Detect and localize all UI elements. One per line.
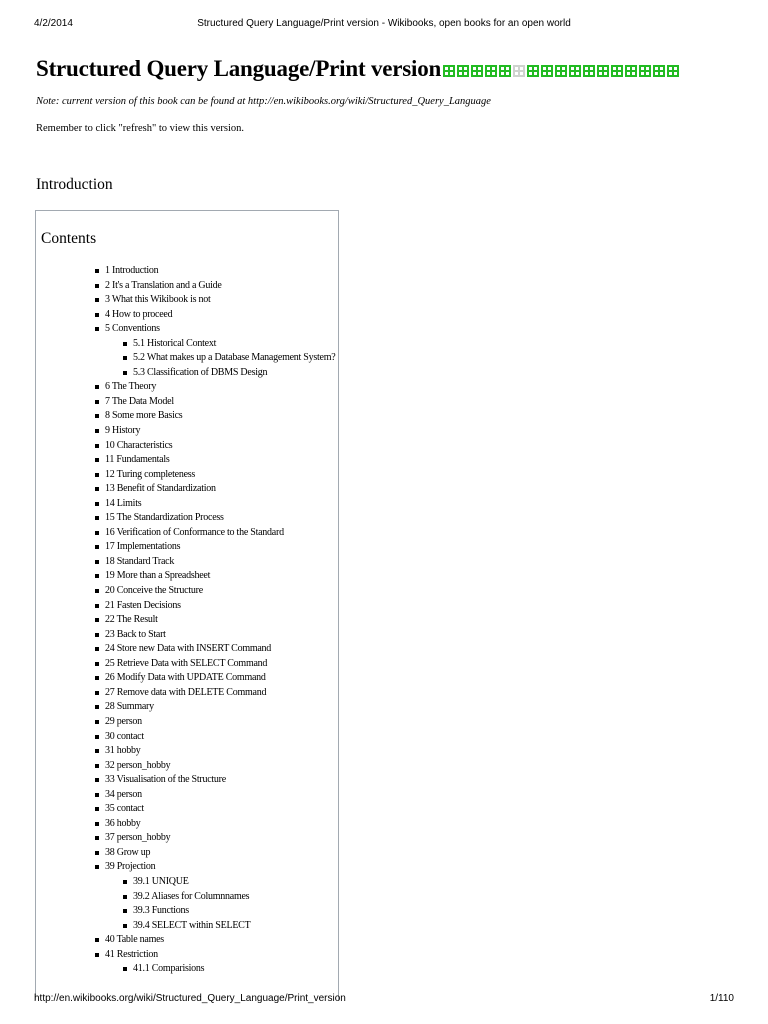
toc-item-label: 1 Introduction xyxy=(105,265,159,276)
bullet-icon xyxy=(123,371,127,375)
grid-icon xyxy=(639,65,651,77)
toc-item-label: 26 Modify Data with UPDATE Command xyxy=(105,672,266,684)
grid-icon xyxy=(443,65,455,77)
toc-item-label: 17 Implementations xyxy=(105,541,181,553)
grid-icon xyxy=(513,65,525,77)
grid-icon xyxy=(611,65,623,77)
toc-item[interactable] xyxy=(36,671,335,686)
bullet-icon xyxy=(95,487,99,491)
toc-item[interactable] xyxy=(36,453,335,468)
bullet-icon xyxy=(123,924,127,928)
bullet-icon xyxy=(95,720,99,724)
grid-icon xyxy=(471,65,483,77)
bullet-icon xyxy=(95,633,99,637)
toc-item-label: 39 Projection xyxy=(105,861,156,873)
toc-item-label: 21 Fasten Decisions xyxy=(105,599,181,611)
toc-item-label: 20 Conceive the Structure xyxy=(105,585,203,597)
toc-item-label: 5.2 What makes up a Database Management System? xyxy=(133,352,336,364)
bullet-icon xyxy=(95,473,99,477)
toc-item-label: 4 How to proceed xyxy=(105,308,173,320)
bullet-icon xyxy=(123,967,127,971)
bullet-icon xyxy=(95,284,99,288)
toc-item[interactable] xyxy=(36,904,335,919)
toc-item[interactable] xyxy=(36,730,335,745)
toc-item-label: 40 Table names xyxy=(105,934,164,946)
bullet-icon xyxy=(123,880,127,884)
print-footer xyxy=(34,993,734,1007)
title-icon-strip xyxy=(443,65,681,77)
toc-item-label: 31 hobby xyxy=(105,745,141,757)
toc-item-label: 37 person_hobby xyxy=(105,832,171,844)
bullet-icon xyxy=(95,545,99,549)
bullet-icon xyxy=(95,735,99,739)
toc-item[interactable] xyxy=(36,788,335,803)
toc-item-label: 36 hobby xyxy=(105,817,141,829)
toc-item[interactable] xyxy=(36,613,335,628)
toc-item-label: 5 Conventions xyxy=(105,323,160,335)
bullet-icon xyxy=(123,895,127,899)
grid-icon xyxy=(667,65,679,77)
toc-item-label: 15 The Standardization Process xyxy=(105,512,224,524)
toc-item[interactable] xyxy=(36,555,335,570)
bullet-icon xyxy=(95,953,99,957)
refresh-reminder: Remember to click "refresh" to view this version. xyxy=(36,123,245,134)
toc-item[interactable] xyxy=(36,264,335,279)
toc-item[interactable] xyxy=(36,962,335,977)
toc-item[interactable] xyxy=(36,409,335,424)
toc-item-label: 30 contact xyxy=(105,730,144,742)
toc-item-label: 10 Characteristics xyxy=(105,439,173,451)
toc-item-label: 12 Turing completeness xyxy=(105,468,196,480)
version-note: Note: current version of this book can be found at http://en.wikibooks.org/wiki/Structured_Query_Language xyxy=(36,96,491,107)
toc-item-label: 39.2 Aliases for Columnnames xyxy=(133,890,250,902)
toc-item[interactable] xyxy=(36,700,335,715)
toc-list xyxy=(36,264,335,977)
bullet-icon xyxy=(95,865,99,869)
bullet-icon xyxy=(95,458,99,462)
bullet-icon xyxy=(95,938,99,942)
bullet-icon xyxy=(95,647,99,651)
toc-item-label: 39.3 Functions xyxy=(133,905,189,917)
bullet-icon xyxy=(95,705,99,709)
toc-item-label: 41 Restriction xyxy=(105,948,158,960)
bullet-icon xyxy=(95,429,99,433)
grid-icon xyxy=(457,65,469,77)
toc-item-label: 35 contact xyxy=(105,803,144,815)
toc-item[interactable] xyxy=(36,540,335,555)
toc-item-label: 13 Benefit of Standardization xyxy=(105,483,216,495)
toc-item[interactable] xyxy=(36,439,335,454)
bullet-icon xyxy=(95,851,99,855)
toc-item[interactable] xyxy=(36,322,335,337)
bullet-icon xyxy=(95,385,99,389)
table-of-contents xyxy=(35,210,339,1000)
toc-item[interactable] xyxy=(36,715,335,730)
toc-item-label: 39.1 UNIQUE xyxy=(133,875,189,887)
toc-item-label: 2 It's a Translation and a Guide xyxy=(105,279,222,291)
toc-title: Contents xyxy=(41,230,97,247)
bullet-icon xyxy=(95,574,99,578)
toc-item[interactable] xyxy=(36,526,335,541)
toc-item-label: 34 person xyxy=(105,788,142,800)
toc-item[interactable] xyxy=(36,686,335,701)
bullet-icon xyxy=(95,531,99,535)
toc-item-label: 24 Store new Data with INSERT Command xyxy=(105,643,272,655)
toc-item-label: 33 Visualisation of the Structure xyxy=(105,774,226,786)
bullet-icon xyxy=(95,749,99,753)
toc-item[interactable] xyxy=(36,351,335,366)
grid-icon xyxy=(541,65,553,77)
toc-item-label: 8 Some more Basics xyxy=(105,410,183,422)
bullet-icon xyxy=(95,691,99,695)
bullet-icon xyxy=(95,560,99,564)
toc-item[interactable] xyxy=(36,759,335,774)
toc-item[interactable] xyxy=(36,628,335,643)
toc-item-label: 41.1 Comparisions xyxy=(133,963,205,975)
bullet-icon xyxy=(95,589,99,593)
grid-icon xyxy=(569,65,581,77)
toc-item[interactable] xyxy=(36,599,335,614)
print-url: http://en.wikibooks.org/wiki/Structured_Query_Language/Print_version xyxy=(34,993,346,1004)
bullet-icon xyxy=(95,327,99,331)
print-date: 4/2/2014 xyxy=(34,18,73,29)
toc-item-label: 19 More than a Spreadsheet xyxy=(105,570,211,582)
bullet-icon xyxy=(95,298,99,302)
title-row xyxy=(36,52,681,86)
toc-item-label: 6 The Theory xyxy=(105,381,157,393)
bullet-icon xyxy=(95,807,99,811)
toc-item-label: 7 The Data Model xyxy=(105,395,174,407)
grid-icon xyxy=(625,65,637,77)
bullet-icon xyxy=(123,342,127,346)
page-title: Structured Query Language/Print version xyxy=(36,56,442,81)
toc-item-label: 5.3 Classification of DBMS Design xyxy=(133,366,268,378)
print-page-number: 1/110 xyxy=(709,993,734,1004)
grid-icon xyxy=(597,65,609,77)
bullet-icon xyxy=(95,676,99,680)
toc-item-label: 32 person_hobby xyxy=(105,759,171,771)
bullet-icon xyxy=(95,836,99,840)
toc-item[interactable] xyxy=(36,875,335,890)
bullet-icon xyxy=(95,662,99,666)
toc-item[interactable] xyxy=(36,657,335,672)
toc-item[interactable] xyxy=(36,424,335,439)
toc-item[interactable] xyxy=(36,642,335,657)
toc-item-label: 28 Summary xyxy=(105,701,154,713)
bullet-icon xyxy=(95,764,99,768)
toc-item[interactable] xyxy=(36,948,335,963)
toc-item-label: 18 Standard Track xyxy=(105,555,175,567)
toc-item-label: 29 person xyxy=(105,715,142,727)
toc-item-label: 9 History xyxy=(105,425,141,437)
toc-item[interactable] xyxy=(36,482,335,497)
toc-item[interactable] xyxy=(36,337,335,352)
bullet-icon xyxy=(95,778,99,782)
toc-item[interactable] xyxy=(36,773,335,788)
toc-item[interactable] xyxy=(36,497,335,512)
toc-item[interactable] xyxy=(36,584,335,599)
toc-item[interactable] xyxy=(36,919,335,934)
toc-item[interactable] xyxy=(36,744,335,759)
toc-item[interactable] xyxy=(36,860,335,875)
bullet-icon xyxy=(95,414,99,418)
toc-item[interactable] xyxy=(36,890,335,905)
toc-item-label: 3 What this Wikibook is not xyxy=(105,294,211,306)
toc-item-label: 5.1 Historical Context xyxy=(133,337,217,349)
toc-item-label: 23 Back to Start xyxy=(105,628,166,640)
bullet-icon xyxy=(95,444,99,448)
toc-item-label: 38 Grow up xyxy=(105,846,151,858)
bullet-icon xyxy=(123,909,127,913)
bullet-icon xyxy=(95,313,99,317)
toc-item[interactable] xyxy=(36,366,335,381)
grid-icon xyxy=(555,65,567,77)
bullet-icon xyxy=(95,604,99,608)
toc-item[interactable] xyxy=(36,293,335,308)
toc-item[interactable] xyxy=(36,511,335,526)
toc-item[interactable] xyxy=(36,846,335,861)
bullet-icon xyxy=(95,822,99,826)
toc-item-label: 22 The Result xyxy=(105,614,158,626)
bullet-icon xyxy=(95,793,99,797)
toc-item[interactable] xyxy=(36,802,335,817)
toc-item[interactable] xyxy=(36,468,335,483)
bullet-icon xyxy=(123,356,127,360)
toc-item-label: 16 Verification of Conformance to the Standard xyxy=(105,526,284,538)
toc-item[interactable] xyxy=(36,395,335,410)
toc-item[interactable] xyxy=(36,933,335,948)
toc-item[interactable] xyxy=(36,831,335,846)
toc-item-label: 14 Limits xyxy=(105,497,142,509)
toc-item-label: 39.4 SELECT within SELECT xyxy=(133,919,251,931)
print-header xyxy=(34,18,734,32)
grid-icon xyxy=(527,65,539,77)
section-heading-introduction: Introduction xyxy=(36,176,113,193)
toc-item[interactable] xyxy=(36,308,335,323)
toc-item-label: 27 Remove data with DELETE Command xyxy=(105,686,267,698)
print-document-title: Structured Query Language/Print version - Wikibooks, open books for an open world xyxy=(197,18,571,29)
bullet-icon xyxy=(95,516,99,520)
toc-item-label: 25 Retrieve Data with SELECT Command xyxy=(105,657,268,669)
grid-icon xyxy=(583,65,595,77)
grid-icon xyxy=(485,65,497,77)
toc-item[interactable] xyxy=(36,380,335,395)
toc-item[interactable] xyxy=(36,569,335,584)
bullet-icon xyxy=(95,618,99,622)
bullet-icon xyxy=(95,269,99,273)
grid-icon xyxy=(653,65,665,77)
bullet-icon xyxy=(95,502,99,506)
toc-item[interactable] xyxy=(36,817,335,832)
grid-icon xyxy=(499,65,511,77)
toc-item[interactable] xyxy=(36,279,335,294)
toc-item-label: 11 Fundamentals xyxy=(105,454,170,466)
bullet-icon xyxy=(95,400,99,404)
